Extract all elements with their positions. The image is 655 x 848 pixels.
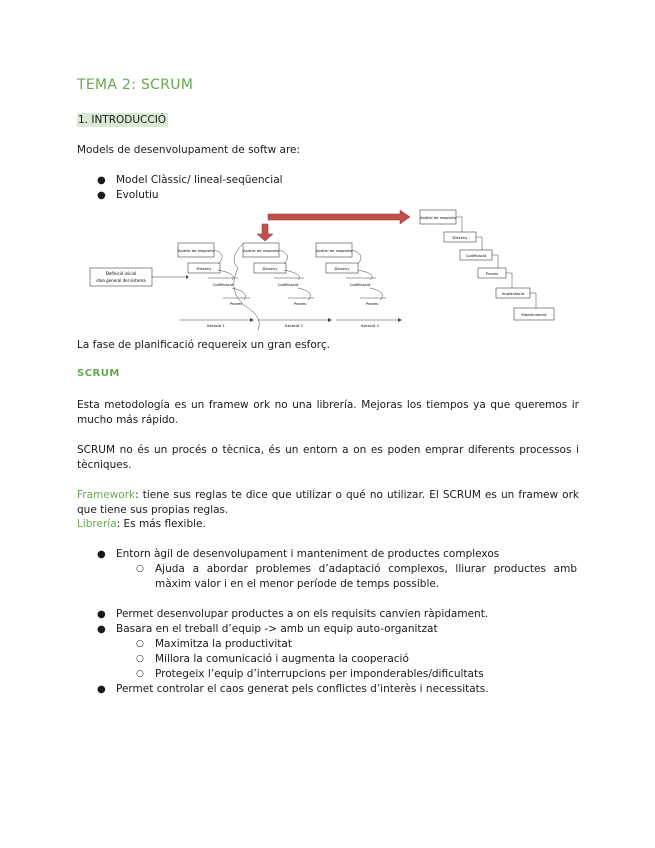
sub-list-item: Maximitza la productivitat [155,638,292,650]
iteration-label: Iteració 2 [285,323,303,328]
section-heading-introduccio: 1. INTRODUCCIÓ [78,114,167,126]
sub-list-item: Ajuda a abordar problemes d’adaptació complexos, lliurar productes amb màxim valor i en el menor període de temps possible. [155,563,577,590]
iteration-label: Iteració 1 [207,323,225,328]
iteration-box-label: Anàlisi de requisits [316,248,352,253]
circle-bullet-icon: ○ [136,654,144,664]
development-models-diagram [88,208,568,330]
bullet-icon: ● [97,549,106,560]
start-arrowhead [186,275,189,279]
iteration-box-label: Disseny [262,266,278,271]
model-item: Evolutiu [116,189,159,201]
iteration-label: Iteració 3 [361,323,379,328]
list-item: Permet desenvolupar productes a on els requisits canvien ràpidament. [116,608,489,620]
waterfall-box-label: Proves [485,271,499,276]
iteration-box-label: Proves [229,301,243,306]
iteration-box-label: Codificació [277,282,299,287]
framework-definition [77,488,579,518]
iteration-box-label: Disseny [196,266,212,271]
waterfall-box-label: Anàlisi de requisits [420,215,456,220]
bullet-icon: ● [97,190,106,201]
start-box-label: idea general del sistema [96,278,146,283]
libreria-term: Librería [77,518,117,530]
sub-list-item: Protegeix l’equip d’interrupcions per imponderables/dificultats [155,668,484,680]
waterfall-box-label: Disseny [452,235,468,240]
iteration-box-label: Codificació [349,282,371,287]
waterfall-box-label: Implantació [501,291,525,296]
circle-bullet-icon: ○ [136,639,144,649]
libreria-definition [77,517,206,532]
bullet-icon: ● [97,624,106,635]
iteration-1 [178,243,250,306]
framework-def: : tiene sus reglas te dice que utilizar o qué no utilizar. El SCRUM es un framew ork que tiene sus propias reglas. [77,489,579,516]
bullet-icon: ● [97,175,106,186]
paragraph-entorn: SCRUM no és un procés o tècnica, és un entorn a on es poden emprar diferents processos i tècniques. [77,444,579,471]
bullet-icon: ● [97,684,106,695]
models-intro: Models de desenvolupament de softw are: [77,144,301,156]
planning-note: La fase de planificació requereix un gran esforç. [77,339,330,351]
framework-term: Framework [77,489,136,501]
circle-bullet-icon: ○ [136,669,144,679]
start-box-label: Definició inicial [105,271,137,276]
waterfall-box-label: Codificació [465,253,487,258]
page-title: TEMA 2: SCRUM [77,77,194,93]
iteration-box-label: Proves [293,301,307,306]
list-item: Permet controlar el caos generat pels conflictes d’interès i necessitats. [116,683,489,695]
bullet-icon: ● [97,609,106,620]
red-arrow-down [257,224,273,241]
section-heading-scrum: SCRUM [77,368,120,379]
iteration-box-label: Codificació [212,282,234,287]
waterfall-box-label: Manteniment [521,312,547,317]
sub-list-item: Millora la comunicació i augmenta la cooperació [155,653,409,665]
list-item: Entorn àgil de desenvolupament i manteniment de productes complexos [116,548,500,560]
iteration-box-label: Proves [365,301,379,306]
list-item: Basara en el treball d’equip -> amb un equip auto-organitzat [116,623,438,635]
iteration-box-label: Anàlisi de requisits [178,248,214,253]
model-item: Model Clàssic/ lineal-seqüencial [116,174,283,186]
paragraph-metodologia: Esta metodología es un framew ork no una librería. Mejoras los tiempos ya que queremos ir mucho más rápido. [77,399,579,426]
libreria-def: : Es más flexible. [116,518,206,530]
iteration-box-label: Anàlisi de requisits [243,248,279,253]
waterfall-model [420,210,554,320]
iteration-2 [234,243,314,330]
circle-bullet-icon: ○ [136,564,144,574]
iteration-box-label: Disseny [334,266,350,271]
red-arrow-right [268,210,410,224]
iteration-3 [316,243,386,306]
